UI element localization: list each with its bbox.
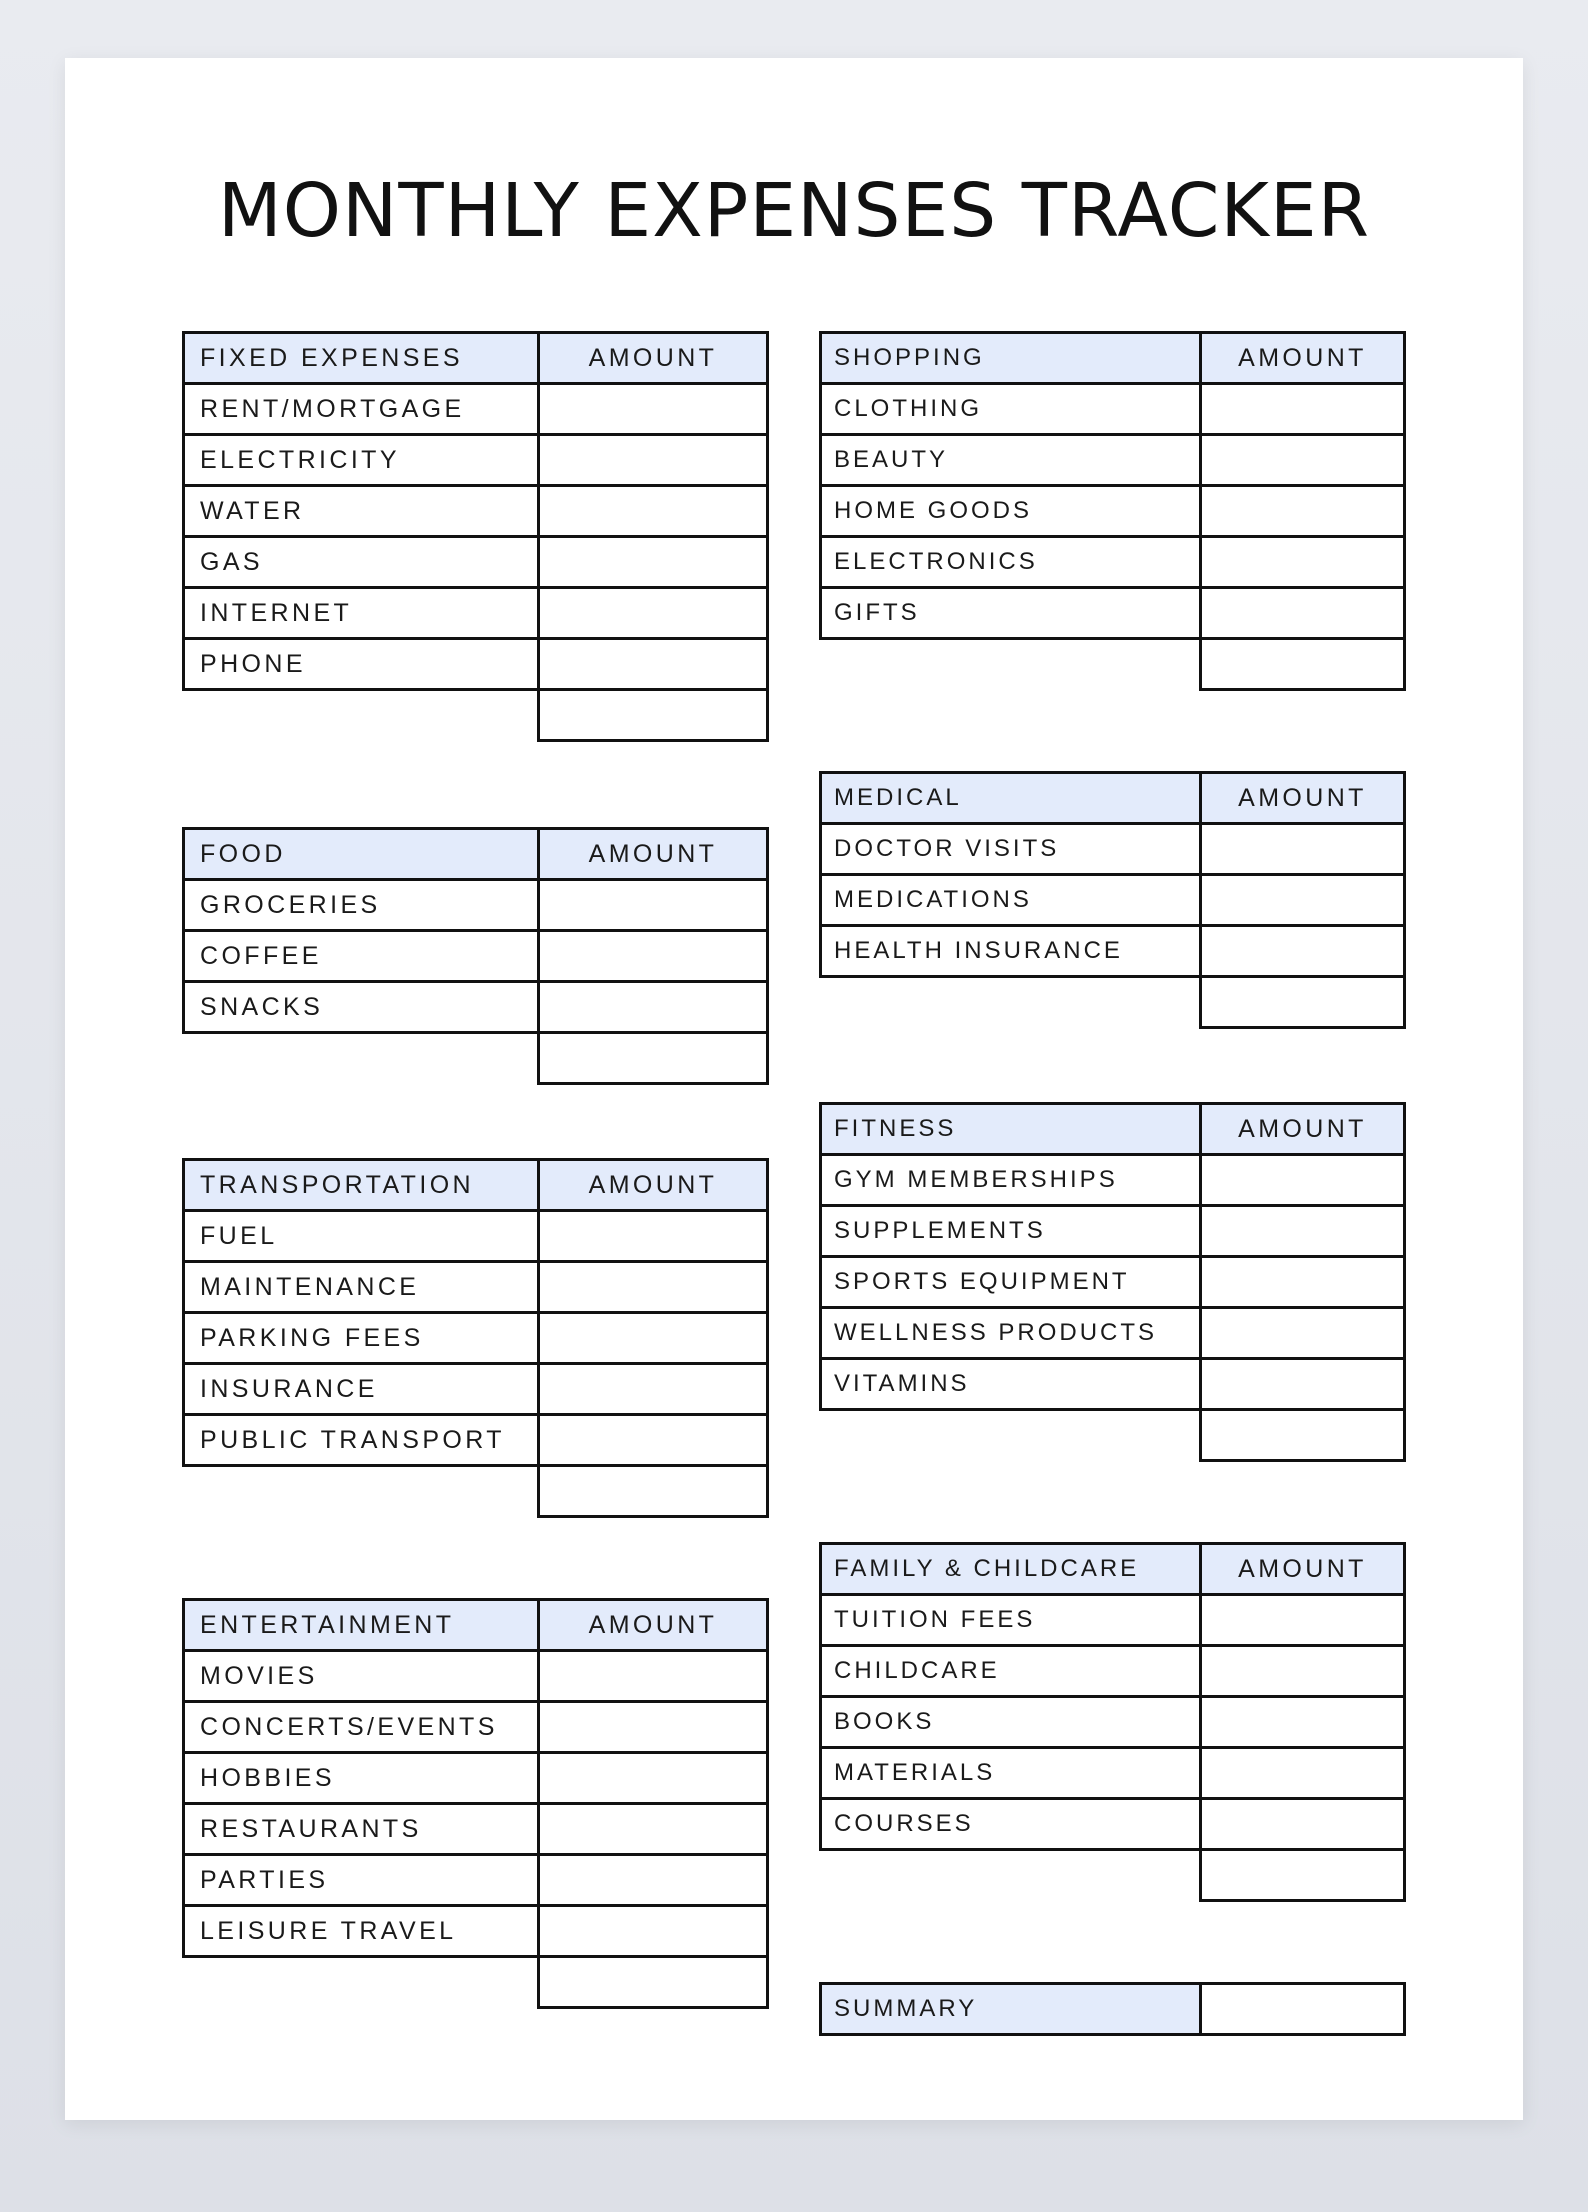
table-header: MEDICAL bbox=[821, 773, 1201, 824]
expense-label: ELECTRONICS bbox=[821, 537, 1201, 588]
expense-label: PARKING FEES bbox=[184, 1313, 539, 1364]
expense-label: ELECTRICITY bbox=[184, 435, 539, 486]
amount-cell[interactable] bbox=[1201, 926, 1405, 977]
amount-cell[interactable] bbox=[1201, 1646, 1405, 1697]
total-cell[interactable] bbox=[539, 1466, 768, 1517]
expense-label: MOVIES bbox=[184, 1651, 539, 1702]
amount-cell[interactable] bbox=[1201, 1748, 1405, 1799]
amount-cell[interactable] bbox=[1201, 435, 1405, 486]
expense-label: INTERNET bbox=[184, 588, 539, 639]
expense-label: TUITION FEES bbox=[821, 1595, 1201, 1646]
expense-label: PHONE bbox=[184, 639, 539, 690]
expense-label: BOOKS bbox=[821, 1697, 1201, 1748]
expense-label: GYM MEMBERSHIPS bbox=[821, 1155, 1201, 1206]
amount-cell[interactable] bbox=[539, 639, 768, 690]
family-childcare-table bbox=[819, 1542, 1406, 1902]
expense-label: WATER bbox=[184, 486, 539, 537]
summary-table bbox=[819, 1982, 1406, 2036]
amount-cell[interactable] bbox=[539, 537, 768, 588]
expense-label: RENT/MORTGAGE bbox=[184, 384, 539, 435]
amount-cell[interactable] bbox=[1201, 384, 1405, 435]
expense-label: COFFEE bbox=[184, 931, 539, 982]
amount-cell[interactable] bbox=[539, 1753, 768, 1804]
expense-label: PARTIES bbox=[184, 1855, 539, 1906]
amount-cell[interactable] bbox=[539, 1906, 768, 1957]
expense-label: DOCTOR VISITS bbox=[821, 824, 1201, 875]
amount-header: AMOUNT bbox=[1201, 1104, 1405, 1155]
expense-label: BEAUTY bbox=[821, 435, 1201, 486]
transportation-table bbox=[182, 1158, 769, 1518]
shopping-table bbox=[819, 331, 1406, 691]
total-cell[interactable] bbox=[539, 1033, 768, 1084]
amount-header: AMOUNT bbox=[1201, 1544, 1405, 1595]
total-cell[interactable] bbox=[539, 690, 768, 741]
page-title: MONTHLY EXPENSES TRACKER bbox=[217, 168, 1371, 254]
amount-cell[interactable] bbox=[539, 435, 768, 486]
planner-page bbox=[65, 58, 1523, 2120]
amount-cell[interactable] bbox=[1201, 875, 1405, 926]
expense-label: GIFTS bbox=[821, 588, 1201, 639]
expense-label: FUEL bbox=[184, 1211, 539, 1262]
entertainment-table bbox=[182, 1598, 769, 2009]
table-header: FAMILY & CHILDCARE bbox=[821, 1544, 1201, 1595]
amount-cell[interactable] bbox=[539, 486, 768, 537]
amount-cell[interactable] bbox=[539, 1804, 768, 1855]
fitness-table bbox=[819, 1102, 1406, 1462]
expense-label: PUBLIC TRANSPORT bbox=[184, 1415, 539, 1466]
expense-label: MEDICATIONS bbox=[821, 875, 1201, 926]
expense-label: COURSES bbox=[821, 1799, 1201, 1850]
expense-label: SUPPLEMENTS bbox=[821, 1206, 1201, 1257]
expense-label: HEALTH INSURANCE bbox=[821, 926, 1201, 977]
expense-label: CHILDCARE bbox=[821, 1646, 1201, 1697]
amount-cell[interactable] bbox=[1201, 486, 1405, 537]
amount-cell[interactable] bbox=[539, 588, 768, 639]
amount-cell[interactable] bbox=[539, 1364, 768, 1415]
amount-header: AMOUNT bbox=[539, 333, 768, 384]
expense-label: LEISURE TRAVEL bbox=[184, 1906, 539, 1957]
expense-label: HOBBIES bbox=[184, 1753, 539, 1804]
amount-cell[interactable] bbox=[1201, 1799, 1405, 1850]
expense-label: WELLNESS PRODUCTS bbox=[821, 1308, 1201, 1359]
amount-cell[interactable] bbox=[539, 1702, 768, 1753]
amount-cell[interactable] bbox=[539, 931, 768, 982]
total-cell[interactable] bbox=[1201, 1410, 1405, 1461]
table-header: SHOPPING bbox=[821, 333, 1201, 384]
expense-label: MAINTENANCE bbox=[184, 1262, 539, 1313]
amount-cell[interactable] bbox=[1201, 1257, 1405, 1308]
amount-cell[interactable] bbox=[539, 880, 768, 931]
amount-cell[interactable] bbox=[539, 1651, 768, 1702]
expense-label: VITAMINS bbox=[821, 1359, 1201, 1410]
summary-label: SUMMARY bbox=[821, 1984, 1201, 2035]
total-cell[interactable] bbox=[1201, 1850, 1405, 1901]
expense-label: GROCERIES bbox=[184, 880, 539, 931]
amount-cell[interactable] bbox=[1201, 537, 1405, 588]
expense-label: HOME GOODS bbox=[821, 486, 1201, 537]
amount-cell[interactable] bbox=[1201, 1155, 1405, 1206]
expense-label: SNACKS bbox=[184, 982, 539, 1033]
fixed-expenses-table bbox=[182, 331, 769, 742]
amount-header: AMOUNT bbox=[539, 1600, 768, 1651]
amount-cell[interactable] bbox=[1201, 824, 1405, 875]
table-header: FOOD bbox=[184, 829, 539, 880]
amount-cell[interactable] bbox=[539, 1211, 768, 1262]
table-header: ENTERTAINMENT bbox=[184, 1600, 539, 1651]
amount-header: AMOUNT bbox=[1201, 773, 1405, 824]
amount-cell[interactable] bbox=[1201, 1359, 1405, 1410]
expense-label: GAS bbox=[184, 537, 539, 588]
expense-label: MATERIALS bbox=[821, 1748, 1201, 1799]
expense-label: SPORTS EQUIPMENT bbox=[821, 1257, 1201, 1308]
expense-label: CONCERTS/EVENTS bbox=[184, 1702, 539, 1753]
total-cell[interactable] bbox=[1201, 977, 1405, 1028]
medical-table bbox=[819, 771, 1406, 1029]
total-cell[interactable] bbox=[1201, 639, 1405, 690]
amount-cell[interactable] bbox=[539, 384, 768, 435]
amount-cell[interactable] bbox=[1201, 588, 1405, 639]
amount-cell[interactable] bbox=[539, 1855, 768, 1906]
summary-amount-cell[interactable] bbox=[1201, 1984, 1405, 2035]
amount-cell[interactable] bbox=[1201, 1206, 1405, 1257]
amount-cell[interactable] bbox=[539, 982, 768, 1033]
expense-label: INSURANCE bbox=[184, 1364, 539, 1415]
amount-cell[interactable] bbox=[1201, 1595, 1405, 1646]
amount-cell[interactable] bbox=[1201, 1697, 1405, 1748]
table-header: FITNESS bbox=[821, 1104, 1201, 1155]
expense-label: RESTAURANTS bbox=[184, 1804, 539, 1855]
food-table bbox=[182, 827, 769, 1085]
table-header: TRANSPORTATION bbox=[184, 1160, 539, 1211]
amount-cell[interactable] bbox=[539, 1313, 768, 1364]
expense-label: CLOTHING bbox=[821, 384, 1201, 435]
amount-cell[interactable] bbox=[539, 1262, 768, 1313]
total-cell[interactable] bbox=[539, 1957, 768, 2008]
amount-header: AMOUNT bbox=[539, 1160, 768, 1211]
amount-header: AMOUNT bbox=[539, 829, 768, 880]
amount-header: AMOUNT bbox=[1201, 333, 1405, 384]
amount-cell[interactable] bbox=[1201, 1308, 1405, 1359]
table-header: FIXED EXPENSES bbox=[184, 333, 539, 384]
amount-cell[interactable] bbox=[539, 1415, 768, 1466]
